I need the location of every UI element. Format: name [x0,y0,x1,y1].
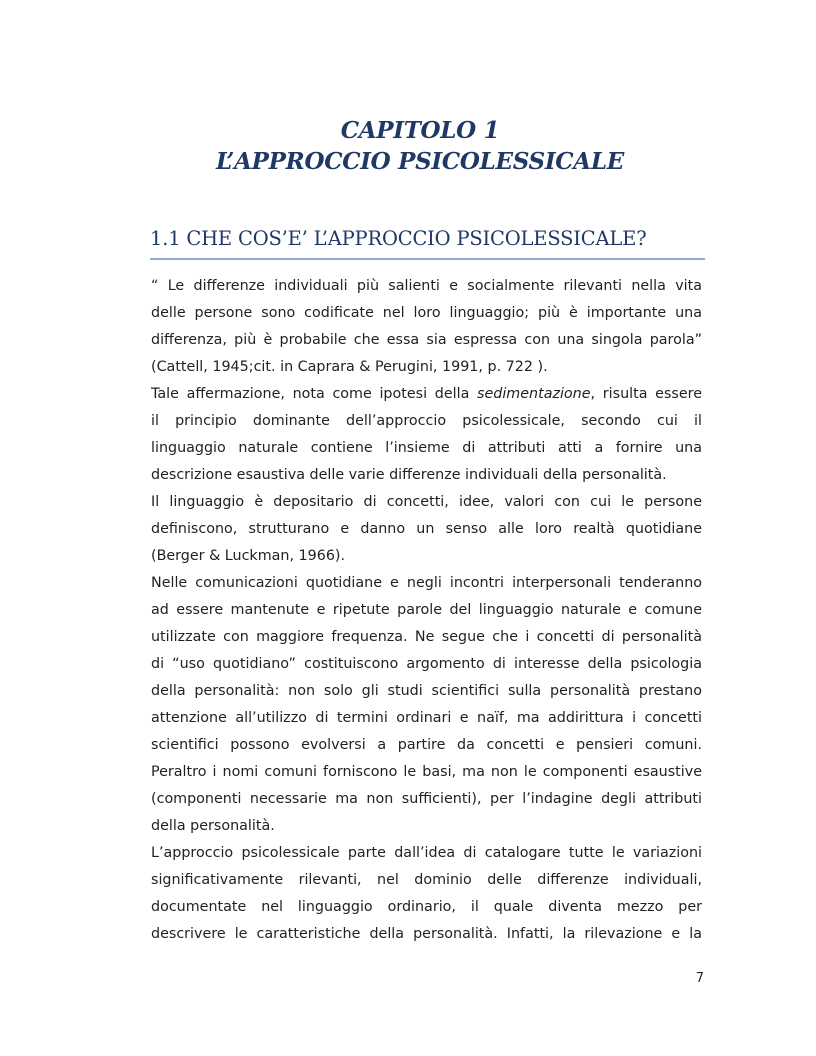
text-line: L’approccio psicolessicale parte dall’idea di catalogare tutte le variazioni [151,845,702,861]
paragraph-sedimentation [151,381,702,489]
text-line: differenza, più è probabile che essa sia espressa con una singola parola” [151,332,702,348]
text-line: della personalità. [151,818,275,834]
text-line: della personalità: non solo gli studi scientifici sulla personalità prestano [151,683,702,699]
text-line: descrizione esaustiva delle varie differenze individuali della personalità. [151,467,667,483]
text-line: attenzione all’utilizzo di termini ordinari e naïf, ma addirittura i concetti [151,710,702,726]
body-text [151,273,702,948]
section-heading: 1.1 CHE COS’E’ L’APPROCCIO PSICOLESSICALE? [150,226,705,260]
text-line: ad essere mantenute e ripetute parole del linguaggio naturale e comune [151,602,702,618]
paragraph-communication [151,570,702,840]
text-span: , risulta essere [590,386,702,402]
text-line: (componenti necessarie ma non sufficienti), per l’indagine degli attributi [151,791,702,807]
text-line: (Berger & Luckman, 1966). [151,548,346,564]
paragraph-language [151,489,702,570]
text-line: “ Le differenze individuali più salienti e socialmente rilevanti nella vita [151,278,702,294]
paragraph-approach [151,840,702,948]
chapter-title: L’APPROCCIO PSICOLESSICALE [216,148,624,175]
text-line: Il linguaggio è depositario di concetti, idee, valori con cui le persone [151,494,702,510]
text-line: significativamente rilevanti, nel dominio delle differenze individuali, [151,872,702,888]
paragraph-quote [151,273,702,381]
text-line: il principio dominante dell’approccio psicolessicale, secondo cui il [151,413,702,429]
text-line: Peraltro i nomi comuni forniscono le basi, ma non le componenti esaustive [151,764,702,780]
text-line: utilizzate con maggiore frequenza. Ne segue che i concetti di personalità [151,629,702,645]
text-line: definiscono, strutturano e danno un senso alle loro realtà quotidiane [151,521,702,537]
text-line: linguaggio naturale contiene l’insieme di attributi atti a fornire una [151,440,702,456]
chapter-label: CAPITOLO 1 [340,117,500,144]
text-line: delle persone sono codificate nel loro linguaggio; più è importante una [151,305,702,321]
text-line: descrivere le caratteristiche della personalità. Infatti, la rilevazione e la [151,926,702,942]
text-line: scientifici possono evolversi a partire da concetti e pensieri comuni. [151,737,702,753]
emphasis-term: sedimentazione [477,386,591,402]
text-line [151,381,702,408]
page-number: 7 [695,971,704,986]
text-line: (Cattell, 1945;cit. in Caprara & Perugini, 1991, p. 722 ). [151,359,548,375]
text-span: Tale affermazione, nota come ipotesi della [151,386,478,402]
text-line: documentate nel linguaggio ordinario, il quale diventa mezzo per [151,899,702,915]
text-line: di “uso quotidiano” costituiscono argomento di interesse della psicologia [151,656,702,672]
text-line: Nelle comunicazioni quotidiane e negli incontri interpersonali tenderanno [151,575,702,591]
